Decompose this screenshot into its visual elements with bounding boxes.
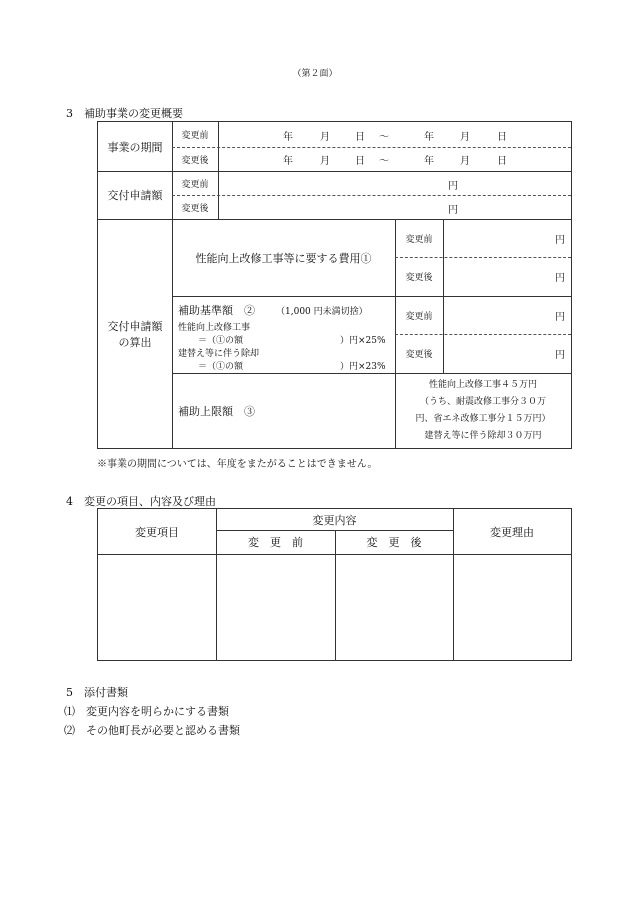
- period-label: 事業の期間: [107, 140, 163, 154]
- attachment-item: ⑵ その他町長が必要と認める書類: [64, 724, 240, 737]
- formula-line3: 建替え等に伴う除却: [178, 349, 260, 359]
- limit-line: 性能向上改修工事４５万円: [428, 380, 537, 390]
- year-label: 年: [283, 132, 293, 143]
- year-label: 年: [283, 156, 293, 167]
- limit-amount-label: 補助上限額 ③: [178, 404, 255, 418]
- calculation-label-line1: 交付申請額: [107, 319, 163, 333]
- divider: [98, 554, 571, 555]
- before-label: 変更前: [181, 131, 209, 141]
- section4-title: 4 変更の項目、内容及び理由: [66, 495, 216, 508]
- yen-label: 円: [555, 350, 565, 361]
- yen-label: 円: [448, 181, 458, 192]
- column-header-before: 変 更 前: [248, 536, 303, 549]
- after-label: 変更後: [181, 155, 209, 166]
- tilde-label: ～: [379, 132, 389, 143]
- month-label: 月: [460, 156, 470, 167]
- year-label: 年: [424, 156, 434, 167]
- before-label: 変更前: [405, 311, 433, 322]
- limit-line: 円、省エネ改修工事分１５万円）: [415, 414, 551, 424]
- column-header-reason: 変更理由: [490, 525, 534, 539]
- formula-line4-end: ）円×23%: [340, 362, 386, 372]
- month-label: 月: [320, 132, 330, 143]
- before-label: 変更前: [405, 234, 433, 245]
- day-label: 日: [497, 156, 507, 167]
- period-note: ※事業の期間については、年度をまたがることはできません。: [97, 459, 378, 470]
- month-label: 月: [320, 156, 330, 167]
- yen-label: 円: [555, 234, 565, 246]
- day-label: 日: [355, 156, 365, 167]
- calculation-label: [98, 219, 172, 448]
- month-label: 月: [460, 132, 470, 143]
- year-label: 年: [424, 132, 434, 143]
- calculation-label-line2: の算出: [118, 335, 152, 349]
- after-label: 変更後: [181, 203, 209, 214]
- standard-amount-note: （1,000 円未満切捨）: [276, 307, 368, 317]
- day-label: 日: [497, 132, 507, 143]
- attachment-item: ⑴ 変更内容を明らかにする書類: [64, 705, 229, 718]
- change-summary-table: [97, 121, 572, 449]
- section3-title: 3 補助事業の変更概要: [66, 107, 183, 120]
- divider: [172, 195, 571, 196]
- formula-line2: ＝（①の額: [198, 336, 244, 346]
- before-label: 変更前: [181, 179, 209, 190]
- column-header-after: 変 更 後: [366, 536, 422, 549]
- section5-title: 5 添付書類: [66, 686, 128, 699]
- cost-label: 性能向上改修工事等に要する費用①: [195, 251, 372, 265]
- tilde-label: ～: [379, 156, 389, 167]
- application-amount-label: 交付申請額: [107, 189, 163, 202]
- change-details-table: [97, 508, 572, 661]
- after-label: 変更後: [405, 273, 433, 283]
- day-label: 日: [355, 132, 365, 143]
- formula-line4: ＝（①の額: [198, 362, 244, 372]
- limit-line: 建替え等に伴う除却３０万円: [424, 431, 542, 441]
- standard-amount-label: 補助基準額 ②: [178, 304, 255, 317]
- formula-line1: 性能向上改修工事: [178, 323, 251, 333]
- divider: [172, 147, 571, 148]
- limit-description: [395, 377, 571, 445]
- limit-line: （うち、耐震改修工事分３０万: [419, 397, 546, 407]
- page-number-label: （第２面）: [292, 69, 338, 79]
- after-label: 変更後: [405, 350, 433, 360]
- yen-label: 円: [555, 311, 565, 323]
- formula-line2-end: ）円×25%: [340, 336, 386, 346]
- yen-label: 円: [555, 273, 565, 284]
- yen-label: 円: [448, 205, 458, 216]
- column-header-content: 変更内容: [312, 513, 357, 527]
- column-header-item: 変更項目: [135, 525, 179, 539]
